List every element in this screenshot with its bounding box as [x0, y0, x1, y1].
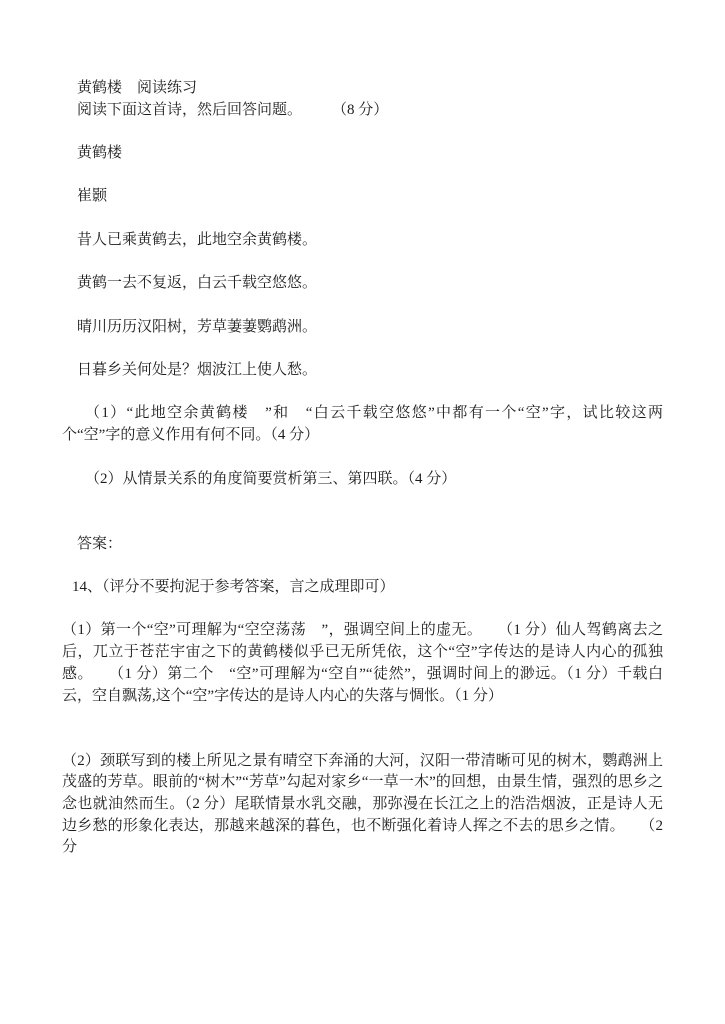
poem-line: 昔人已乘黄鹤去，此地空余黄鹤楼。: [77, 231, 318, 248]
poem-title: 黄鹤楼: [77, 145, 123, 162]
answers-label: 答案：: [77, 535, 123, 552]
grading-note: 14、（评分不要拘泥于参考答案，言之成理即可）: [72, 579, 395, 596]
doc-title-line: 黄鹤楼 阅读练习: [77, 80, 198, 96]
question-1: （1）“此地空余黄鹤楼 ”和 “白云千载空悠悠”中都有一个“空”字，试比较这两个“空”字的意义作用有何不同。（4 分）: [62, 405, 663, 444]
poem-line: 日暮乡关何处是？烟波江上使人愁。: [77, 362, 318, 379]
instruction-line: 阅读下面这首诗，然后回答问题。 （8 分）: [77, 101, 389, 118]
poem-author: 崔颢: [77, 188, 108, 205]
question-2: （2）从情景关系的角度简要赏析第三、第四联。（4 分）: [85, 470, 457, 487]
answer-1: （1）第一个“空”可理解为“空空荡荡 ”，强调空间上的虚无。 （1 分）仙人驾鹤离去之后，兀立于苍茫宇宙之下的黄鹤楼似乎已无所凭依，这个“空”字传达的是诗人内心的孤独感。 （1 分）第二个 “空”可理解为“空自”“徒然”，强调时间上的渺远。（1 分）千载白云，空自飘荡,这个“空”字传达的是诗人内心的失落与惆怅。（1 分）: [62, 622, 663, 704]
answer-2: （2）颈联写到的楼上所见之景有晴空下奔涌的大河，汉阳一带清晰可见的树木，鹦鹉洲上茂盛的芳草。眼前的“树木”“芳草”勾起对家乡“一草一木”的回想，由景生情，强烈的思乡之念也就油然而生。（2 分）尾联情景水乳交融，那弥漫在长江之上的浩浩烟波，正是诗人无边乡愁的形象化表达，那越来越深的暮色，也不断强化着诗人挥之不去的思乡之情。 （2 分: [62, 752, 663, 856]
poem-line: 黄鹤一去不复返，白云千载空悠悠。: [77, 275, 318, 292]
poem-line: 晴川历历汉阳树，芳草萋萋鹦鹉洲。: [77, 318, 318, 335]
